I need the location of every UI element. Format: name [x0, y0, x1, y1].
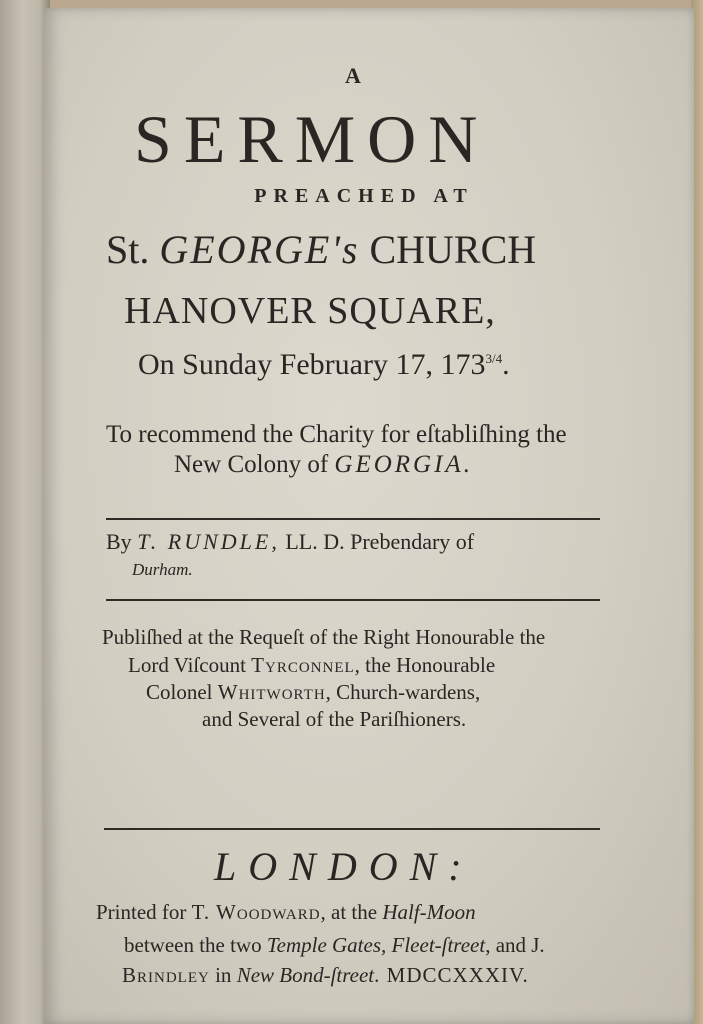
- publish-line-2: Lord Viſcount Tyrconnel, the Honourable: [128, 653, 496, 677]
- rule-divider-3: [104, 828, 600, 830]
- title-page: [44, 8, 694, 1024]
- imprint-line-1: Printed for T. Woodward, at the Half-Moon: [96, 900, 476, 924]
- publish-line-4: and Several of the Pariſhioners.: [202, 707, 467, 731]
- preached-at: PREACHED AT: [254, 185, 474, 207]
- publish-line-3: Colonel Whitworth, Church-wardens,: [146, 680, 481, 704]
- rule-divider-2: [106, 599, 600, 601]
- facing-page-edge: [0, 0, 50, 1024]
- hanover-square: HANOVER SQUARE,: [124, 290, 496, 332]
- sermon-date: On Sunday February 17, $173^{3/4}$.: [138, 348, 510, 381]
- rule-divider-1: [106, 518, 600, 520]
- publish-line-1: Publiſhed at the Requeſt of the Right Honourable the: [102, 625, 546, 649]
- article-a: A: [345, 63, 363, 88]
- author-place: Durham.: [132, 560, 193, 579]
- recommend-line-1: To recommend the Charity for eſtabliſhing the: [106, 421, 567, 448]
- imprint-line-2: between the two Temple Gates, Fleet-ſtreet, and J.: [124, 933, 545, 957]
- recommend-line-2: New Colony of GEORGIA.: [174, 451, 473, 478]
- sermon-heading: SERMON: [134, 101, 490, 177]
- imprint-line-3: Brindley in New Bond-ſtreet. MDCCXXXIV.: [122, 963, 529, 987]
- author-line: By T. RUNDLE, LL. D. Prebendary of: [106, 529, 475, 554]
- church-line: St. GEORGE's CHURCH: [106, 227, 537, 272]
- imprint-city: LONDON:: [214, 844, 474, 889]
